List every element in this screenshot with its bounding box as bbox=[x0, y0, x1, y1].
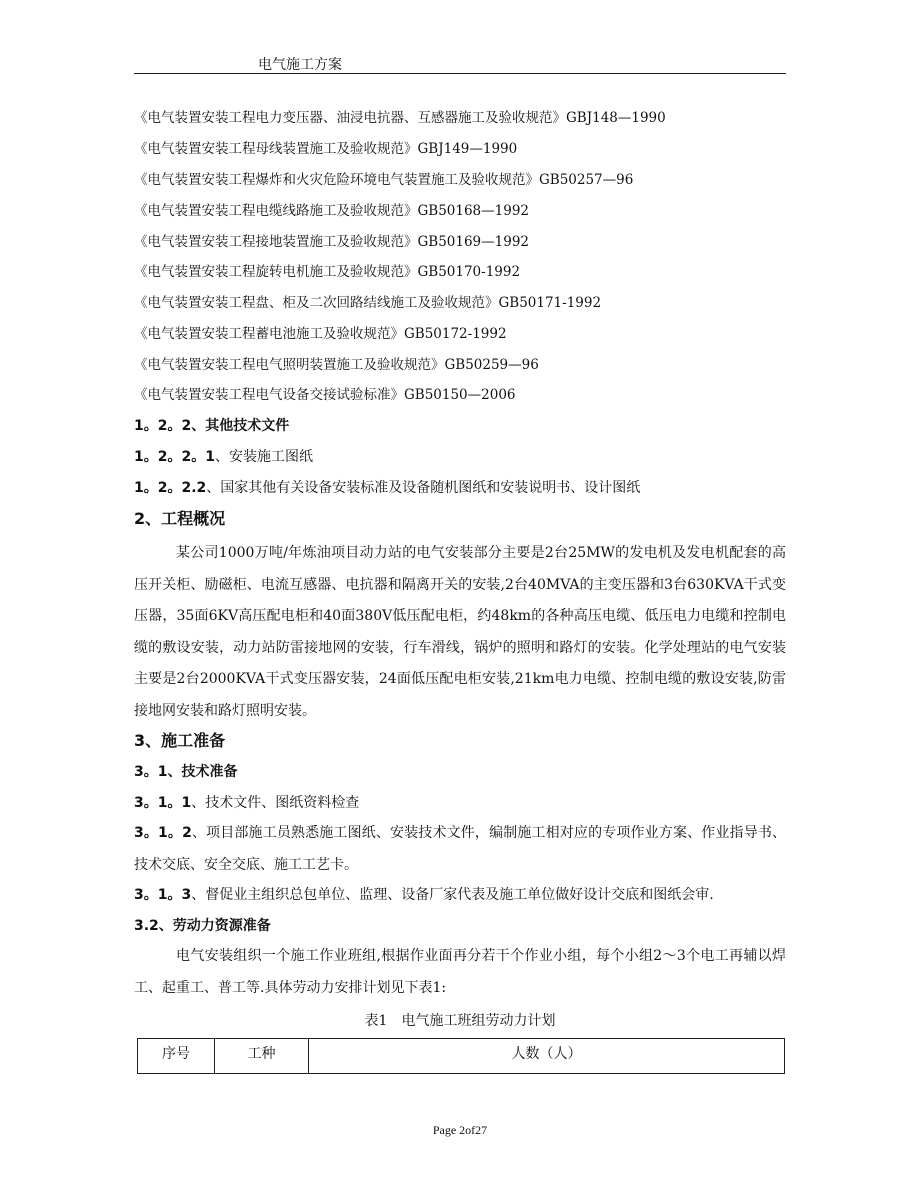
item-number: 3。1。1 bbox=[134, 795, 192, 811]
table-header-row bbox=[138, 1039, 785, 1074]
item-text: 、督促业主组织总包单位、监理、设备厂家代表及施工单位做好设计交底和图纸会审. bbox=[191, 887, 714, 903]
column-header: 人数（人） bbox=[309, 1039, 785, 1074]
standard-item: 《电气装置安装工程蓄电池施工及验收规范》GB50172-1992 bbox=[134, 326, 507, 342]
item-text: 、国家其他有关设备安装标准及设备随机图纸和安装说明书、设计图纸 bbox=[206, 480, 641, 496]
standard-item: 《电气装置安装工程电缆线路施工及验收规范》GB50168—1992 bbox=[134, 203, 530, 219]
item-text: 、项目部施工员熟悉施工图纸、安装技术文件，编制施工相对应的专项作业方案、作业指导书、技术交底、安全交底、施工工艺卡。 bbox=[134, 825, 786, 873]
project-overview-paragraph: 某公司1000万吨/年炼油项目动力站的电气安装部分主要是2台25MW的发电机及发电机配套的高压开关柜、励磁柜、电流互感器、电抗器和隔离开关的安装,2台40MVA的主变压器和3台630KVA干式变压器，35面6KV高压配电柜和40面380V低压配电柜，约48km的各种高压电缆、低压电力电缆和控制电缆的敷设安装，动力站防雷接地网的安装，行车滑线，锅炉的照明和路灯的安装。化学处理站的电气安装主要是2台2000KVA干式变压器安装，24面低压配电柜安装,21km电力电缆、控制电缆的敷设安装,防雷接地网安装和路灯照明安装。 bbox=[134, 545, 786, 719]
section-heading-2: 2、工程概况 bbox=[134, 509, 226, 528]
item-number: 1。2。2.2 bbox=[134, 480, 207, 496]
item-3-1-1 bbox=[134, 793, 359, 813]
standard-item: 《电气装置安装工程盘、柜及二次回路结线施工及验收规范》GB50171-1992 bbox=[134, 295, 602, 311]
standard-item: 《电气装置安装工程接地装置施工及验收规范》GB50169—1992 bbox=[134, 234, 530, 250]
item-1-2-2-2 bbox=[134, 478, 640, 498]
item-text: 、安装施工图纸 bbox=[214, 449, 313, 465]
header-title: 电气施工方案 bbox=[258, 57, 342, 73]
standard-item: 《电气装置安装工程旋转电机施工及验收规范》GB50170-1992 bbox=[134, 264, 521, 280]
column-header: 序号 bbox=[138, 1039, 215, 1074]
section-heading-1-2-2: 1。2。2、其他技术文件 bbox=[134, 418, 290, 434]
section-heading-3-2: 3.2、劳动力资源准备 bbox=[134, 918, 271, 934]
section-heading-3-1: 3。1、技术准备 bbox=[134, 764, 238, 780]
item-number: 3。1。3 bbox=[134, 887, 192, 903]
standard-item: 《电气装置安装工程电力变压器、油浸电抗器、互感器施工及验收规范》GBJ148—1990 bbox=[134, 110, 666, 126]
labor-paragraph: 电气安装组织一个施工作业班组,根据作业面再分若干个作业小组，每个小组2～3个电工再辅以焊工、起重工、普工等.具体劳动力安排计划见下表1: bbox=[134, 948, 786, 996]
table-caption: 表1 电气施工班组劳动力计划 bbox=[364, 1013, 556, 1029]
standard-item: 《电气装置安装工程母线装置施工及验收规范》GBJ149—1990 bbox=[134, 141, 518, 157]
standard-item: 《电气装置安装工程爆炸和火灾危险环境电气装置施工及验收规范》GB50257—96 bbox=[134, 172, 634, 188]
section-heading-3: 3、施工准备 bbox=[134, 731, 226, 750]
page-number: Page 2of27 bbox=[432, 1123, 488, 1137]
standard-item: 《电气装置安装工程电气照明装置施工及验收规范》GB50259—96 bbox=[134, 357, 539, 373]
item-3-1-2 bbox=[134, 818, 786, 881]
item-text: 、技术文件、图纸资料检查 bbox=[191, 795, 360, 811]
item-number: 3。1。2 bbox=[134, 825, 192, 841]
labor-plan-table bbox=[137, 1038, 785, 1074]
item-3-1-3 bbox=[134, 885, 714, 905]
standard-item: 《电气装置安装工程电气设备交接试验标准》GB50150—2006 bbox=[134, 387, 516, 403]
column-header: 工种 bbox=[215, 1039, 309, 1074]
item-1-2-2-1 bbox=[134, 447, 313, 467]
header-divider bbox=[134, 73, 786, 74]
item-number: 1。2。2。1 bbox=[134, 449, 215, 465]
